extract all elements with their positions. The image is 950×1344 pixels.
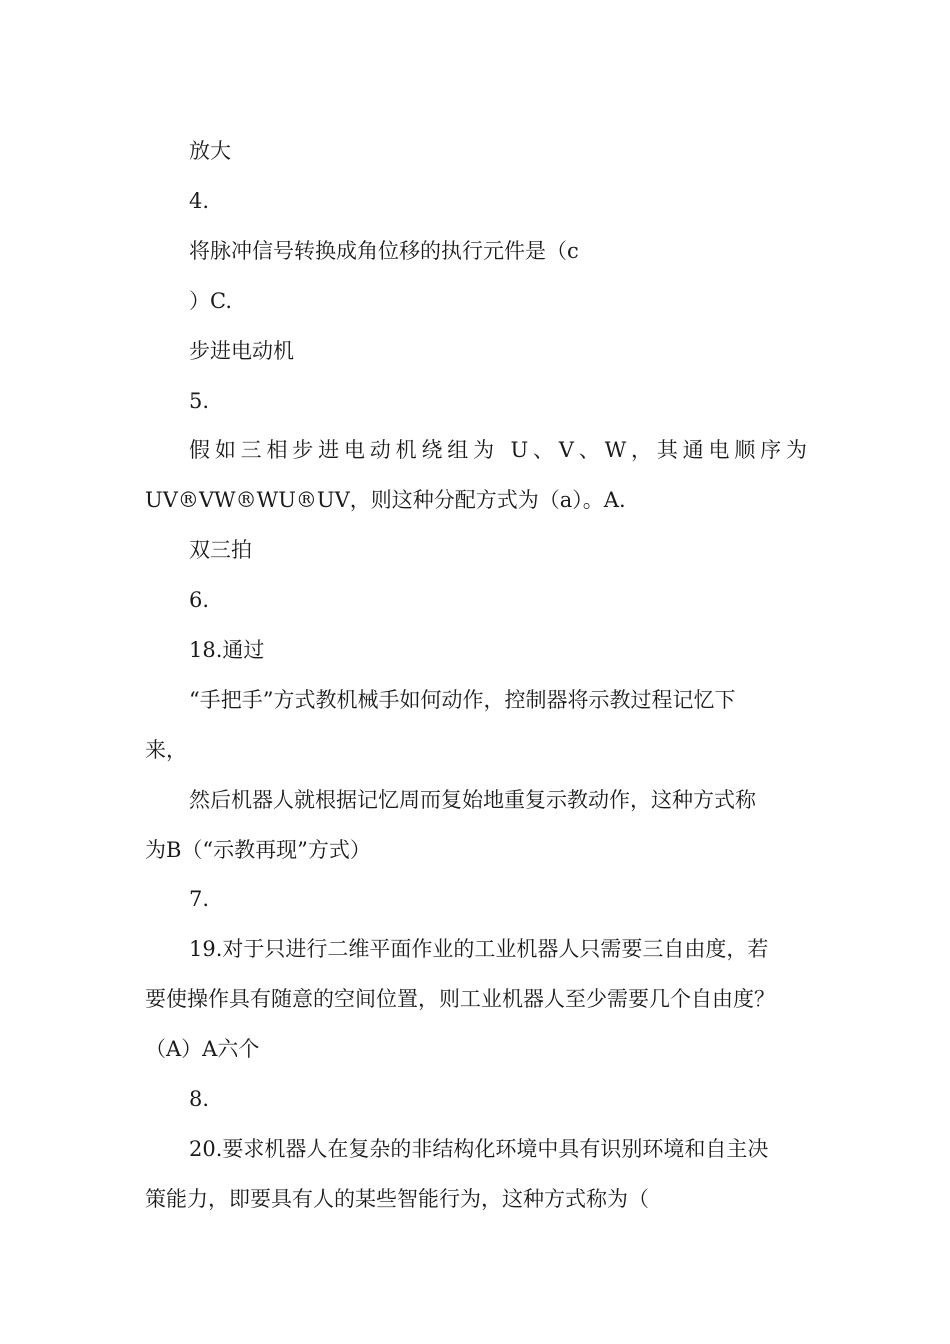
text-line-amplify: 放大 (189, 139, 231, 163)
question-number-5: 5. (189, 389, 210, 413)
question-number-7: 7. (189, 887, 210, 911)
question-18-answer: 为B（“示教再现”方式） (145, 838, 371, 862)
question-5-text-line1: 假如三相步进电动机绕组为 U、V、W，其通电顺序为 (189, 438, 807, 462)
question-number-8: 8. (189, 1087, 210, 1111)
question-5-text-line2: UV®VW®WU®UV，则这种分配方式为（a）。A. (145, 488, 626, 512)
question-20-text-line2: 策能力，即要具有人的某些智能行为，这种方式称为（ (145, 1187, 649, 1211)
question-5-answer: 双三拍 (189, 538, 252, 562)
question-4-option: ）C. (189, 289, 232, 313)
question-18-text-line2: 来， (145, 738, 187, 762)
question-19-text-line1: 19.对于只进行二维平面作业的工业机器人只需要三自由度，若 (189, 937, 769, 961)
question-19-text-line2: 要使操作具有随意的空间位置，则工业机器人至少需要几个自由度？ (145, 987, 775, 1011)
question-20-text-line1: 20.要求机器人在复杂的非结构化环境中具有识别环境和自主决 (189, 1137, 769, 1161)
question-4-answer: 步进电动机 (189, 339, 294, 363)
question-19-answer: （A）A六个 (145, 1037, 260, 1061)
question-number-6: 6. (189, 588, 210, 612)
question-18-heading: 18.通过 (189, 638, 265, 662)
question-18-text-line3: 然后机器人就根据记忆周而复始地重复示教动作，这种方式称 (189, 788, 756, 812)
question-number-4: 4. (189, 189, 210, 213)
question-4-text: 将脉冲信号转换成角位移的执行元件是（c (189, 239, 579, 263)
question-18-text-line1: “手把手”方式教机械手如何动作，控制器将示教过程记忆下 (189, 688, 736, 712)
